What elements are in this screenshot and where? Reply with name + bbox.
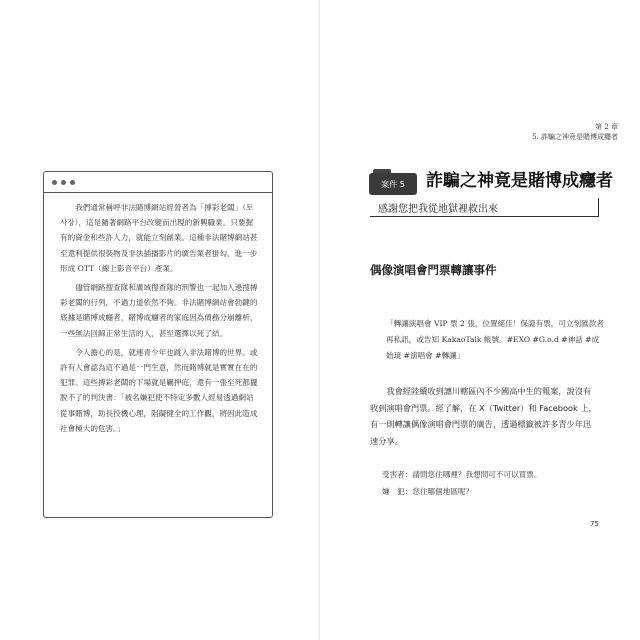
- chapter-section-label: 5. 詐騙之神竟是賭博成癮者: [532, 133, 618, 141]
- browser-paragraph: 我們通常稱呼非法賭博網站經營者為「搏彩老闆」（토사장），這是隨著網路平台改變而出現的新興職業。只要握有的資金和些許人力，就能立刻創業。這種非法賭博網站甚至還利提供很裝物及非法插播影片的廣告業者掛勾，進一步形成 OTT（線上影音平台）產業。: [60, 203, 258, 273]
- dialog-line-suspect: 嫌 犯：您住哪個地區呢？: [382, 487, 474, 496]
- case-folder-badge: [369, 169, 417, 195]
- browser-dot-icon: [70, 180, 75, 185]
- browser-dot-icon: [52, 180, 57, 185]
- case-label: 案件 5: [369, 173, 417, 195]
- browser-paragraph: 儘管網路搜查隊和廣域搜查隊的刑警也一起加入遶搜搏彩老闆的行列，不過力道依然不夠。非法賭博網站會勃鍵的底據是賭博成癮者，賭博成癮者的家庭因為債務分崩離析，一些無法回歸正常生活的人，甚至選擇以死了結。: [60, 283, 258, 338]
- section-heading: 偶像演唱會門票轉讓事件: [370, 263, 497, 277]
- ad-quote: 「轉讓演唱會 VIP 票 2 張，位置絕佳！保證有票，可立刻匯款者再私訊，或告知 KakaoTalk 帳號。#EXO #G.o.d #神話 #成始璄 #演唱會 #轉讓」: [386, 319, 604, 360]
- browser-dot-icon: [61, 180, 66, 185]
- body-paragraph: 我會經陸續收到譓川轄區內不少國高中生的報案，說沒有收到演唱會門票。經了解，在 X（Twitter）和 Facebook 上，有一則轉讓偶像演唱會門票的廣告，透過標籤被許多青少年迅速分享。: [370, 386, 597, 446]
- browser-title-bar: [44, 172, 272, 193]
- case-title: 詐騙之神竟是賭博成癮者: [426, 171, 613, 191]
- dialog-block: [382, 466, 602, 500]
- chapter-label: 第 2 章: [595, 123, 618, 131]
- case-subtitle: 感謝您把我從地獄裡救出來: [378, 204, 498, 215]
- browser-body: [44, 193, 272, 436]
- dialog-line-victim: 受害者：請問您住哪裡？我想問可不可以買票。: [382, 470, 542, 479]
- browser-window-illustration: [43, 171, 273, 518]
- running-header: [532, 122, 618, 142]
- page-number: 75: [590, 520, 599, 528]
- browser-paragraph: 令人擔心的是，就連青少年也跳入非法賭博的世界。或許有人會認為這不過是一門生意，然而賭博就是實實在在的犯罪。這些搏彩老闆的下場就是羈押庭，還有一張至死都擺脫不了的判決書：「被名嫌犯使不特定多數人經易透過網站從事賭博，助長投機心理，阻礙健全的工作觀，將因此造成社會極大的危害。」: [60, 347, 258, 433]
- right-page: [320, 0, 640, 640]
